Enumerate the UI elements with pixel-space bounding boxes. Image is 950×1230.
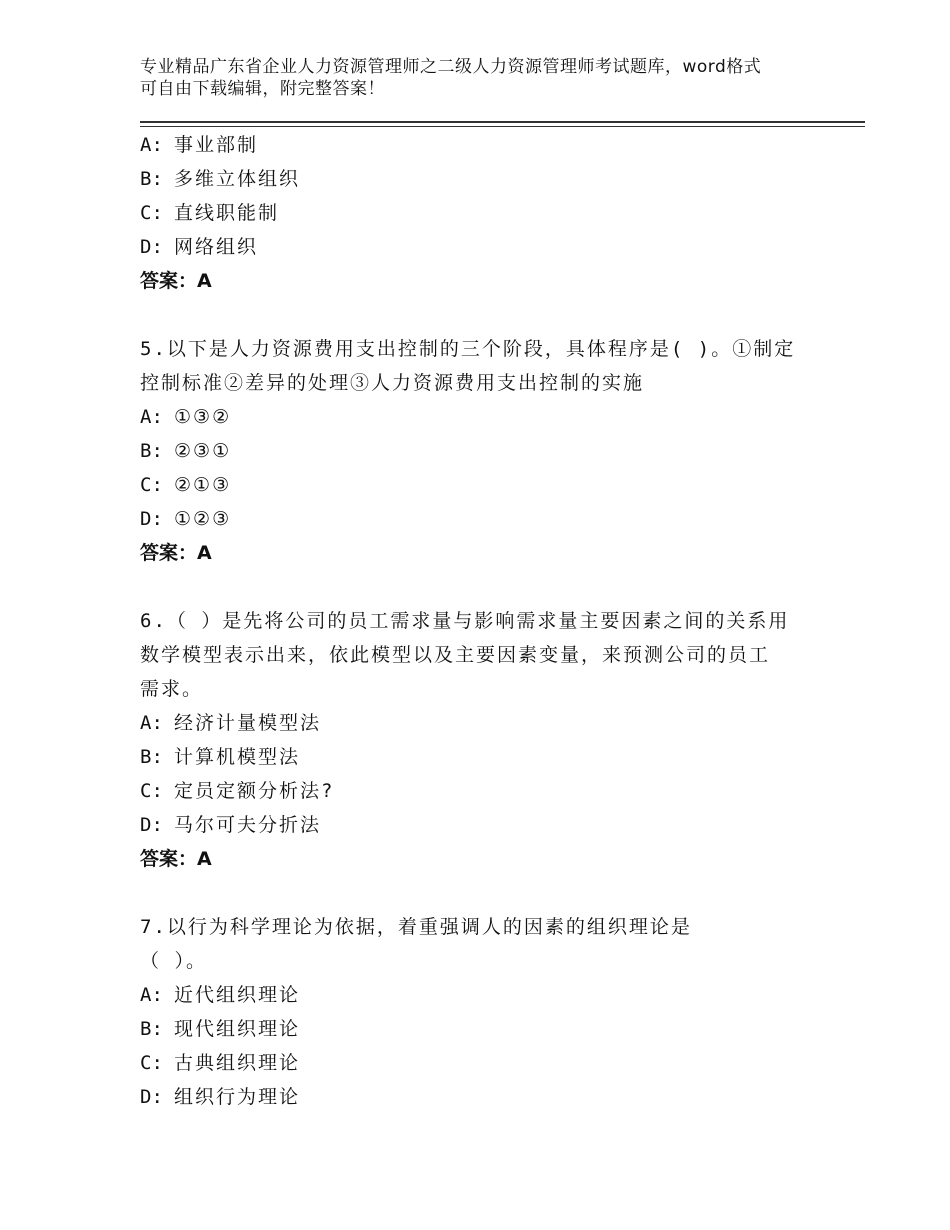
question-list [140,128,820,1114]
question-text: 控制标准②差异的处理③人力资源费用支出控制的实施 [140,372,645,394]
header-rule-thin [140,126,865,127]
question-block-4 [140,128,820,298]
option-c: C: 定员定额分析法? [140,780,335,802]
answer-line: 答案：A [140,542,212,564]
option-b: B: 现代组织理论 [140,1018,301,1040]
option-d: D: ①②③ [140,508,232,530]
option-c: C: ②①③ [140,474,232,496]
document-header [140,56,820,100]
question-text: 需求。 [140,678,204,700]
header-rule-thick [140,121,865,123]
answer-line: 答案：A [140,848,212,870]
option-d: D: 组织行为理论 [140,1086,301,1108]
answer-line: 答案：A [140,270,212,292]
option-a: A: ①③② [140,406,232,428]
option-c: C: 古典组织理论 [140,1052,301,1074]
question-text: 数学模型表示出来，依此模型以及主要因素变量，来预测公司的员工 [140,644,771,666]
question-block-6 [140,604,820,876]
question-text: 5.以下是人力资源费用支出控制的三个阶段，具体程序是( )。①制定 [140,338,796,360]
option-a: A: 近代组织理论 [140,984,301,1006]
question-block-7 [140,910,820,1114]
option-d: D: 马尔可夫分折法 [140,814,322,836]
header-title-line1: 专业精品广东省企业人力资源管理师之二级人力资源管理师考试题库，word格式 [140,57,762,77]
option-c: C: 直线职能制 [140,202,280,224]
option-a: A: 事业部制 [140,134,259,156]
option-a: A: 经济计量模型法 [140,712,322,734]
question-text: 6.（ ）是先将公司的员工需求量与影响需求量主要因素之间的关系用 [140,610,790,632]
question-block-5 [140,332,820,570]
question-text: （ ）。 [140,950,207,972]
option-b: B: 多维立体组织 [140,168,301,190]
header-title-line2: 可自由下载编辑，附完整答案！ [140,79,385,99]
option-d: D: 网络组织 [140,236,259,258]
question-text: 7.以行为科学理论为依据，着重强调人的因素的组织理论是 [140,916,692,938]
option-b: B: ②③① [140,440,232,462]
option-b: B: 计算机模型法 [140,746,301,768]
